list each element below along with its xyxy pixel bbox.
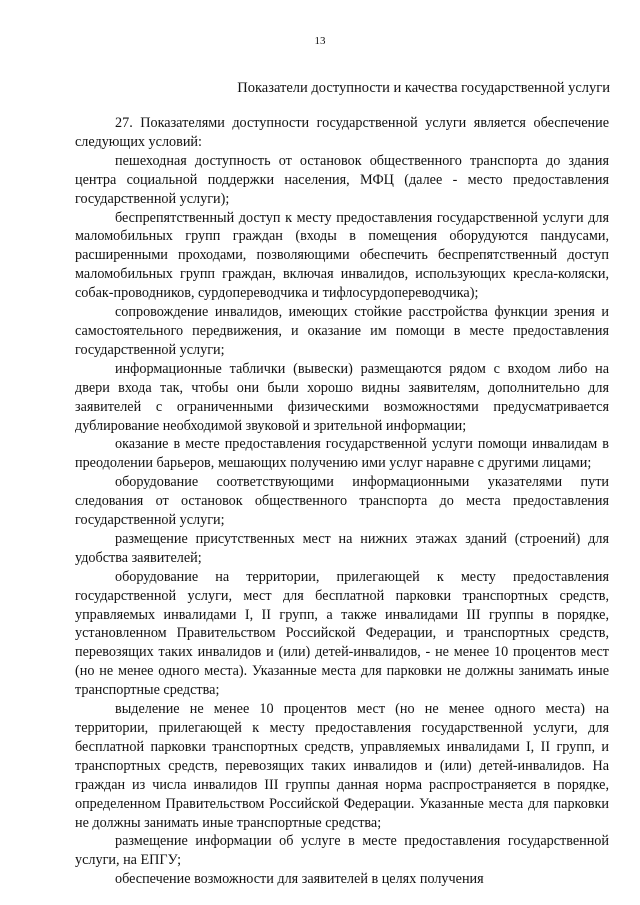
paragraph-assistance-barriers: оказание в месте предоставления государственной услуги помощи инвалидам в преодолении барьеров, мешающих получению ими услуг наравне с другими лицами; <box>75 436 609 472</box>
paragraph-info-signs: информационные таблички (вывески) размещаются рядом с входом либо на двери входа так, чтобы они были хорошо видны заявителям, дополнительно для заявителей с ограниченными физическими возможностями предусматривается дублирование необходимой звуковой и зрительной информации; <box>75 360 609 434</box>
paragraph-lower-floors: размещение присутственных мест на нижних этажах зданий (строений) для удобства заявителей; <box>75 530 609 566</box>
document-body <box>75 114 609 889</box>
paragraph-parking-equipment: оборудование на территории, прилегающей к месту предоставления государственной услуги, мест для бесплатной парковки транспортных средств, управляемых инвалидами I, II групп, а также инвалидами III группы в порядке, установленном Правительством Российской Федерации, и транспортных средств, перевозящих таких инвалидов и (или) детей-инвалидов, - не менее 10 процентов мест (но не менее одного места). Указанные места для парковки не должны занимать иные транспортные средства; <box>75 568 609 699</box>
paragraph-ensuring-possibility: обеспечение возможности для заявителей в целях получения <box>115 871 484 888</box>
page-number: 13 <box>314 35 326 47</box>
paragraph-parking-allocation: выделение не менее 10 процентов мест (но не менее одного места) на территории, прилегающей к месту предоставления государственной услуги, для бесплатной парковки транспортных средств, управляемых инвалидами I, II групп, и транспортных средств, перевозящих таких инвалидов и (или) детей-инвалидов. На граждан из числа инвалидов III группы данная норма распространяется в порядке, определенном Правительством Российской Федерации. Указанные места для парковки не должны занимать иные транспортные средства; <box>75 701 609 831</box>
paragraph-pedestrian-access: пешеходная доступность от остановок общественного транспорта до здания центра социальной поддержки населения, МФЦ (далее - место предоставления государственной услуги); <box>75 152 609 207</box>
paragraph-route-signs: оборудование соответствующими информационными указателями пути следования от остановок общественного транспорта до места предоставления государственной услуги; <box>75 474 609 529</box>
paragraph-info-epgu: размещение информации об услуге в месте предоставления государственной услуги, на ЕПГУ; <box>75 833 609 869</box>
paragraph-barrier-free-access: беспрепятственный доступ к месту предоставления государственной услуги для маломобильных групп граждан (входы в помещения оборудуются пандусами, расширенными проходами, позволяющими обеспечить беспрепятственный доступ маломобильных групп граждан, включая инвалидов, использующих кресла-коляски, собак-проводников, сурдопереводчика и тифлосурдопереводчика); <box>75 209 609 302</box>
paragraph-escort-disabled: сопровождение инвалидов, имеющих стойкие расстройства функции зрения и самостоятельного передвижения, и оказание им помощи в месте предоставления государственной услуги; <box>75 304 609 358</box>
paragraph-27-intro: 27. Показателями доступности государственной услуги является обеспечение следующих условий: <box>75 115 609 150</box>
section-title: Показатели доступности и качества государственной услуги <box>237 80 610 96</box>
